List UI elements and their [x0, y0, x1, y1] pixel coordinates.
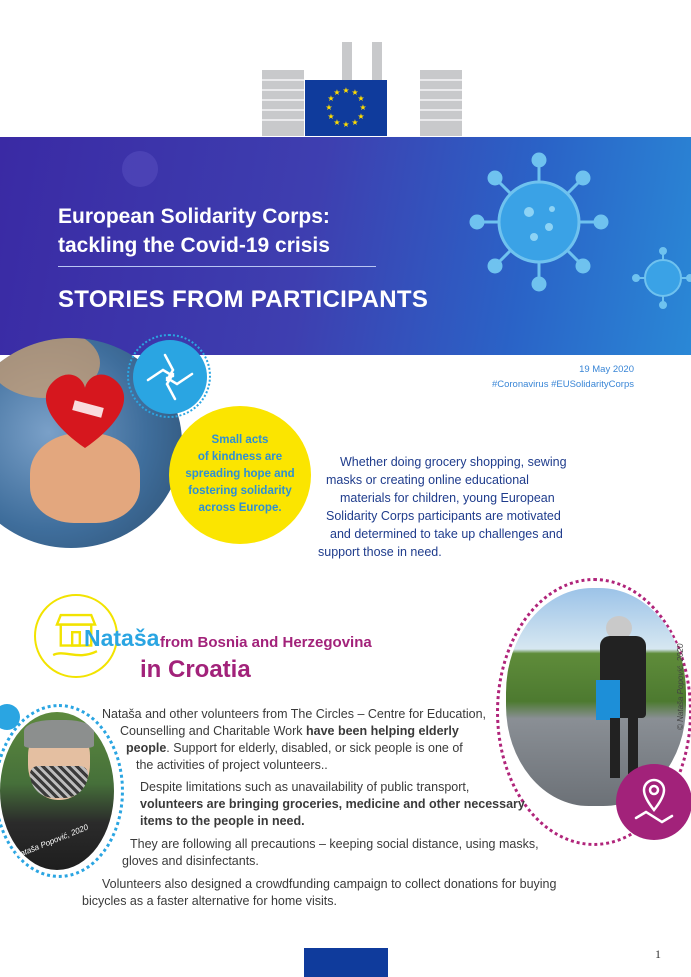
- virus-small-icon: [632, 247, 691, 309]
- svg-text:★: ★: [357, 112, 365, 121]
- svg-text:★: ★: [351, 88, 359, 97]
- footer-bar: [304, 948, 388, 977]
- page-number: 1: [655, 947, 661, 961]
- participant-destination: in Croatia: [140, 656, 251, 683]
- virus-faint-icon: [110, 139, 170, 199]
- svg-text:★: ★: [351, 118, 359, 127]
- svg-text:★: ★: [333, 118, 341, 127]
- virus-icon: [464, 147, 614, 297]
- participant-origin: from Bosnia and Herzegovina: [160, 634, 372, 651]
- solidarity-hands-icon: [133, 340, 207, 414]
- title-divider: [58, 266, 376, 267]
- story-paragraph-1: Nataša and other volunteers from The Circles – Centre for Education, Counselling and Charitable Work have been helping elderly people. Support for elderly, disabled, or sick people is one of the activities of project volunteers..: [102, 707, 486, 772]
- heart-icon: [35, 360, 135, 460]
- hashtags: #Coronavirus #EUSolidarityCorps: [491, 379, 634, 390]
- page-title: European Solidarity Corps: tackling the Covid-19 crisis: [58, 205, 330, 257]
- svg-text:★: ★: [359, 103, 367, 112]
- callout-text: Small acts of kindness are spreading hope and fostering solidarity across Europe.: [185, 434, 295, 514]
- photo-credit-left: © Nataša Popović, 2020: [6, 822, 90, 864]
- eu-flag-icon: [305, 80, 387, 136]
- svg-text:★: ★: [325, 103, 333, 112]
- svg-text:★: ★: [357, 94, 365, 103]
- intro-paragraph: Whether doing grocery shopping, sewing masks or creating online educational materials for children, young European Solidarity Corps participants are motivated and determined to take up challenges and support those in need.: [318, 455, 567, 559]
- svg-text:★: ★: [327, 94, 335, 103]
- publication-date: 19 May 2020: [579, 364, 634, 375]
- svg-text:★: ★: [342, 120, 350, 129]
- photo-credit-right: © Nataša Popović, 2020: [676, 643, 685, 730]
- svg-text:★: ★: [342, 86, 350, 95]
- svg-text:★: ★: [333, 88, 341, 97]
- story-paragraph-2: Despite limitations such as unavailability of public transport, volunteers are bringing groceries, medicine and other necessary items to the people in need.: [140, 780, 525, 828]
- natasa-portrait-photo: [0, 712, 114, 870]
- participant-name: Nataša: [84, 625, 160, 651]
- svg-text:★: ★: [327, 112, 335, 121]
- location-pin-icon: [616, 764, 691, 840]
- story-paragraph-4: Volunteers also designed a crowdfunding campaign to collect donations for buying bicycles as a faster alternative for home visits.: [82, 877, 557, 908]
- page-subtitle: STORIES FROM PARTICIPANTS: [58, 286, 429, 313]
- story-paragraph-3: They are following all precautions – keeping social distance, using masks, gloves and disinfectants.: [122, 837, 539, 868]
